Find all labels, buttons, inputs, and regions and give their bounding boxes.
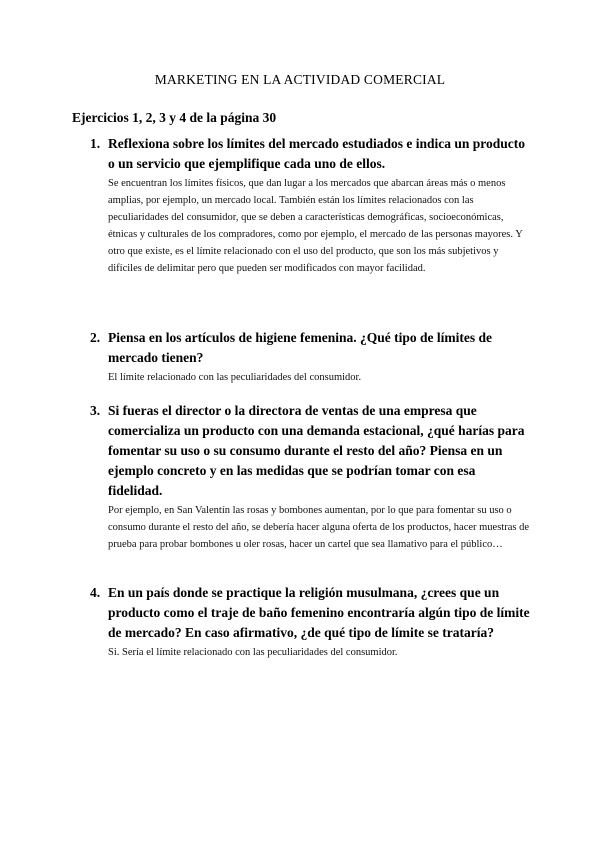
exercise-item (90, 583, 530, 661)
exercise-question: Piensa en los artículos de higiene femenina. ¿Qué tipo de límites de mercado tienen? (108, 330, 492, 365)
section-heading: Ejercicios 1, 2, 3 y 4 de la página 30 (72, 110, 277, 125)
exercise-question: En un país donde se practique la religión musulmana, ¿crees que un producto como el traje de baño femenino encontraría algún tipo de límite de mercado? En caso afirmativo, ¿de qué tipo de límite se trataría? (108, 585, 530, 640)
exercise-answer: Si. Sería el límite relacionado con las peculiaridades del consumidor. (108, 647, 398, 658)
exercise-number: 2. (90, 330, 101, 345)
exercise-item (90, 401, 530, 553)
exercise-number: 3. (90, 403, 101, 418)
exercise-answer: Se encuentran los límites físicos, que dan lugar a los mercados que abarcan áreas más o menos amplias, por ejemplo, un mercado local. También están los límites relacionados con las peculiaridades del consumidor, que se deben a características demográficas, socioeconómicas, étnicas y culturales de los compradores, como por ejemplo, el mercado de las personas mayores. Y otro que existe, es el límite relacionado con el uso del producto, que son los más subjetivos y difíciles de delimitar pero que pueden ser modificados con mayor facilidad. (108, 178, 523, 274)
exercise-number: 1. (90, 136, 101, 151)
exercise-number: 4. (90, 585, 101, 600)
exercise-item (90, 328, 530, 386)
exercise-item (90, 134, 530, 277)
exercise-answer: El límite relacionado con las peculiaridades del consumidor. (108, 372, 362, 383)
exercise-answer: Por ejemplo, en San Valentín las rosas y bombones aumentan, por lo que para fomentar su uso o consumo durante el resto del año, se debería hacer alguna oferta de los productos, hacer muestras de prueba para probar bombones u oler rosas, hacer un cartel que sea llamativo para el público… (108, 505, 529, 550)
exercise-question: Reflexiona sobre los límites del mercado estudiados e indica un producto o un servicio que ejemplifique cada uno de ellos. (108, 136, 526, 171)
exercise-question: Si fueras el director o la directora de ventas de una empresa que comercializa un producto con una demanda estacional, ¿qué harías para fomentar su uso o su consumo durante el resto del año? Piensa en un ejemplo concreto y en las medidas que se podrían tomar con esa fidelidad. (108, 403, 525, 498)
document-title: MARKETING EN LA ACTIVIDAD COMERCIAL (154, 72, 446, 87)
